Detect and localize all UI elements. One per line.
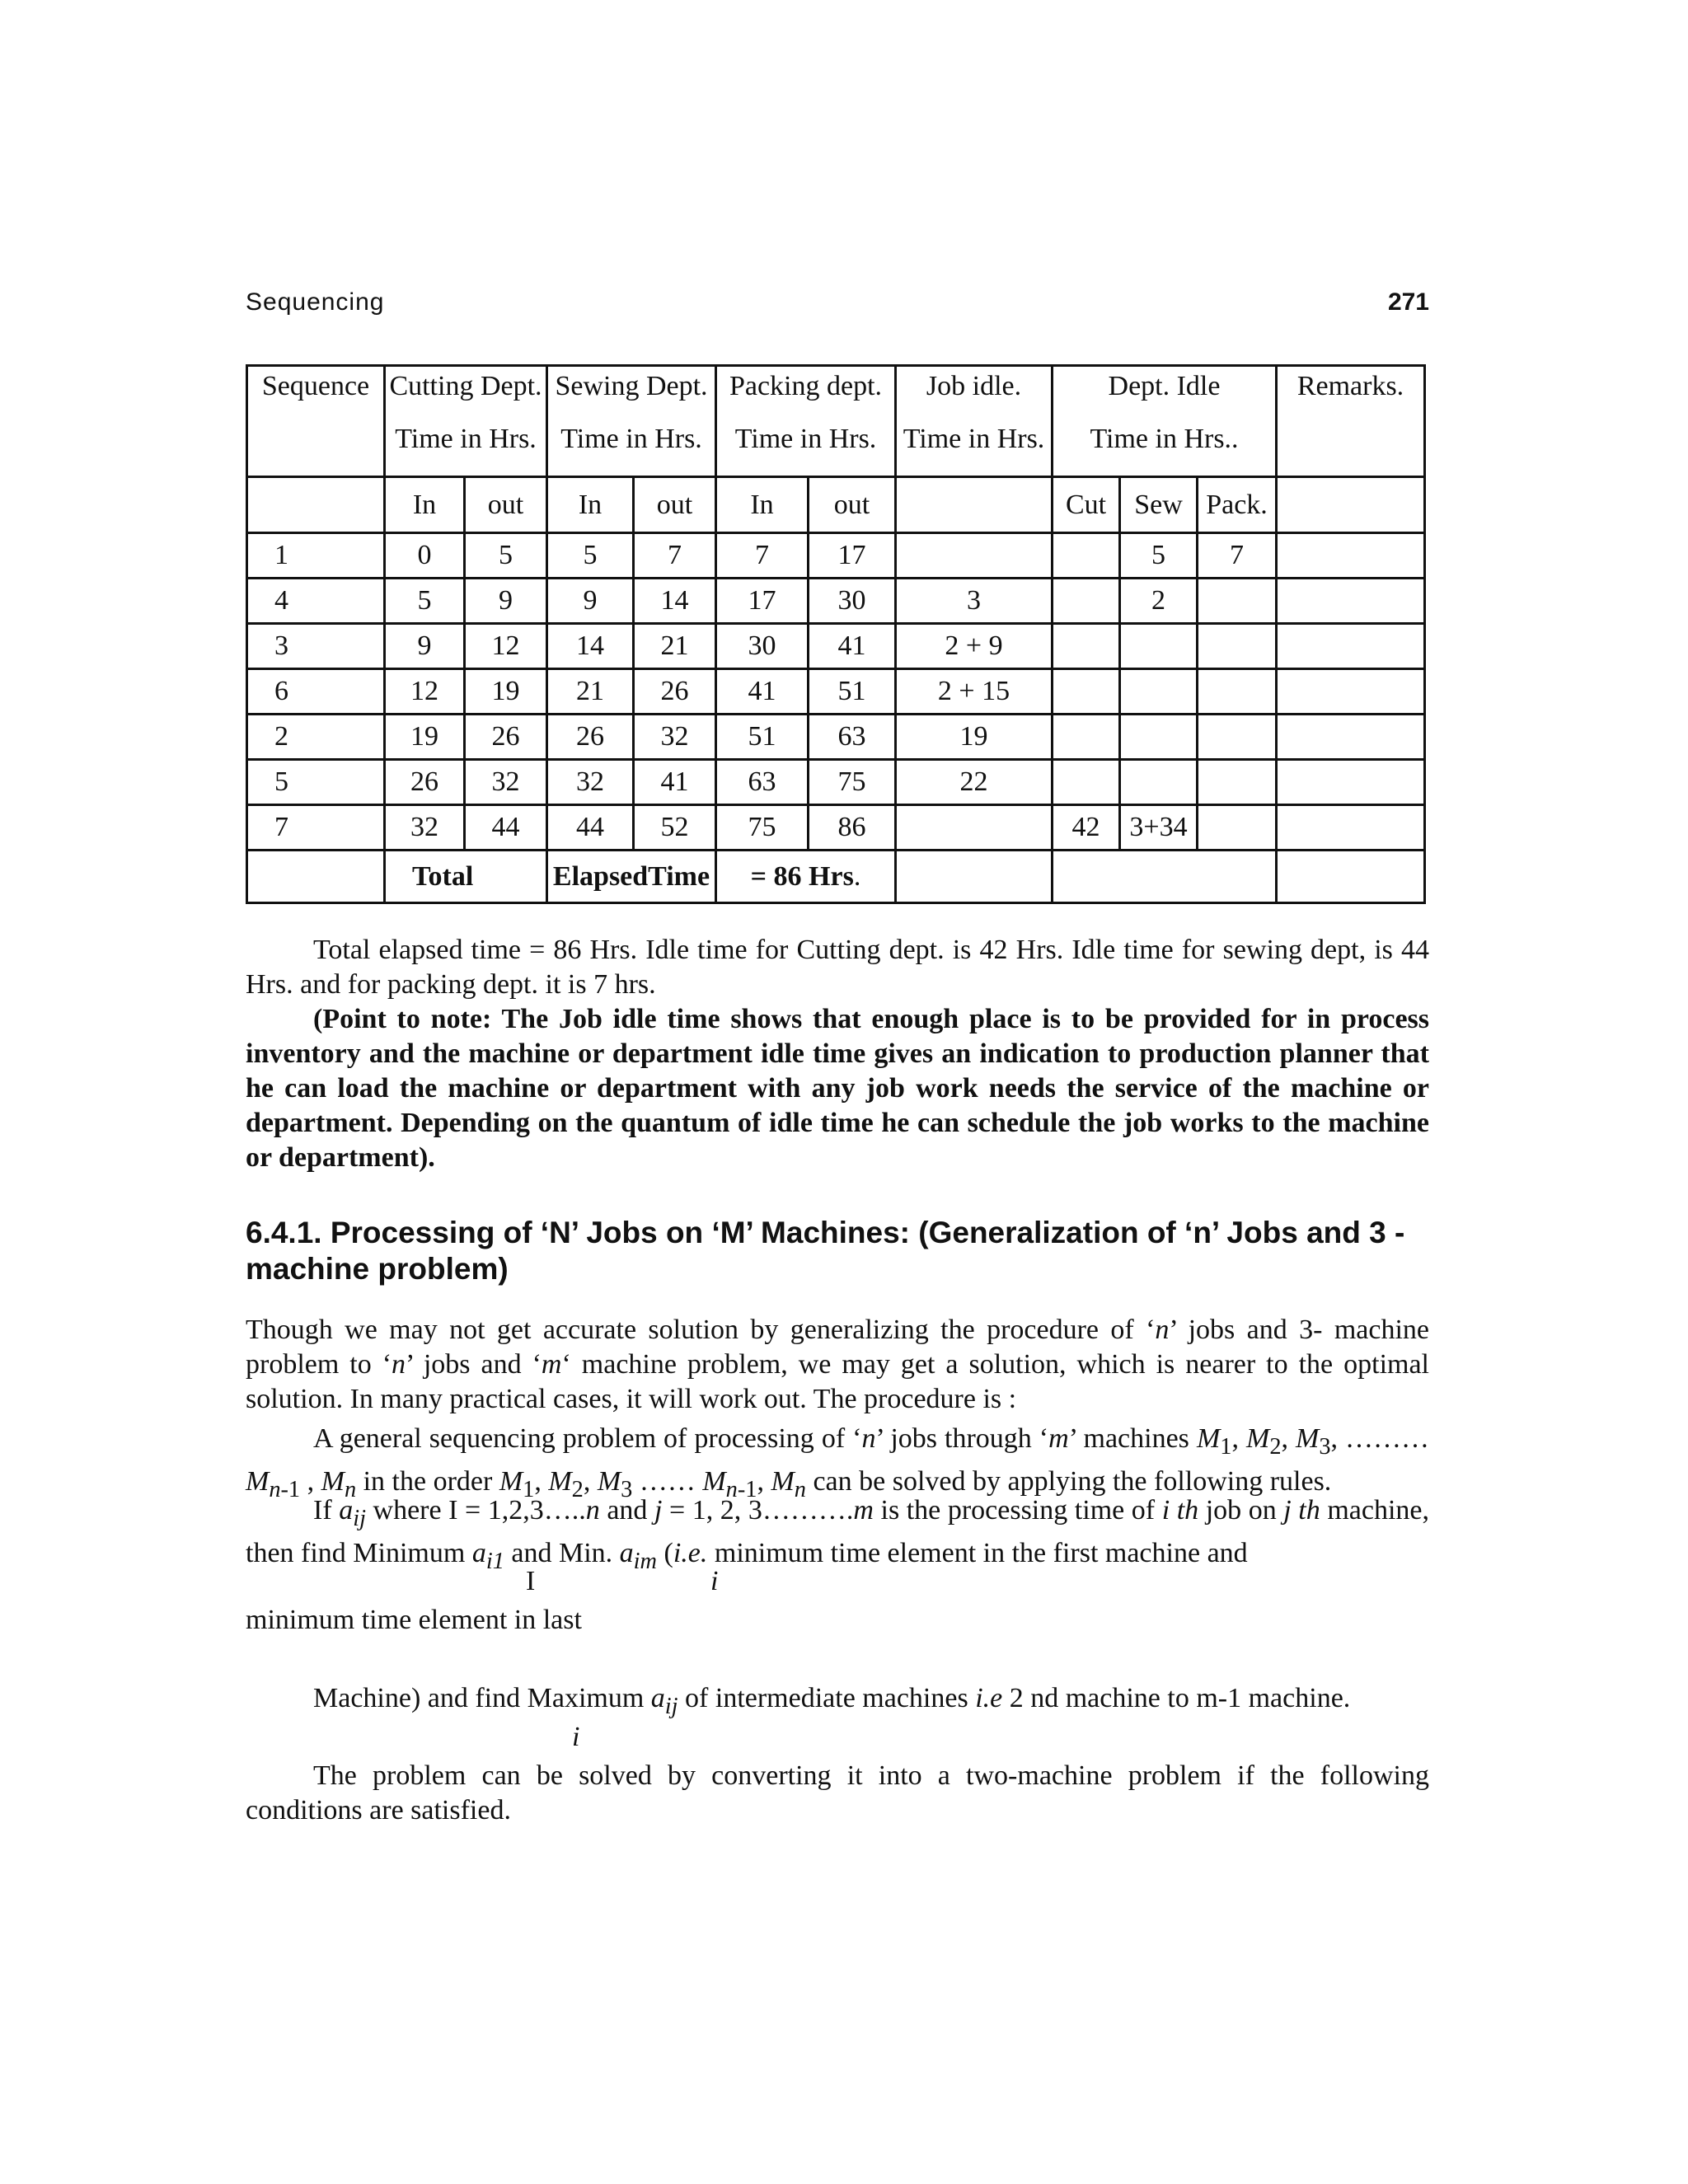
table-cell (1277, 851, 1425, 903)
elapsed-time-label: ElapsedTime (547, 851, 716, 903)
running-title: Sequencing (246, 288, 385, 316)
sequence-cell: 3 (247, 624, 385, 669)
header-cutting-dept: Cutting Dept. Time in Hrs. (385, 366, 547, 477)
table-cell: 9 (385, 624, 465, 669)
table-row (247, 579, 1425, 624)
table-row (247, 533, 1425, 579)
subheader-cell: out (809, 477, 896, 533)
table-cell: 51 (716, 715, 809, 760)
table-cell: 3+34 (1120, 805, 1198, 851)
table-cell: 9 (465, 579, 547, 624)
subheader-cell: Pack. (1198, 477, 1277, 533)
table-cell: 41 (716, 669, 809, 715)
table-cell: 2 + 15 (896, 669, 1053, 715)
table-cell: 17 (809, 533, 896, 579)
table-cell (1198, 715, 1277, 760)
table-cell (247, 851, 385, 903)
table-cell: 26 (634, 669, 716, 715)
table-row (247, 715, 1425, 760)
table-cell: 19 (385, 715, 465, 760)
sequence-cell: 7 (247, 805, 385, 851)
table-cell: 5 (385, 579, 465, 624)
last-machine-line: minimum time element in last (246, 1605, 582, 1635)
intro-paragraph: Though we may not get accurate solution by generalizing the procedure of ‘n’ jobs and 3- machine problem to ‘n’ jobs and ‘m‘ machine problem, we may get a solution, which is nearer to the optimal solution. In many practical cases, it will work out. The procedure is : (246, 1315, 1430, 1414)
subheader-cell: Cut (1053, 477, 1120, 533)
table-cell (1198, 805, 1277, 851)
page-number: 271 (1387, 288, 1429, 316)
table-cell: 21 (547, 669, 634, 715)
subscript-i-under-max: i (572, 1722, 580, 1752)
table-cell (1053, 851, 1277, 903)
table-cell (1198, 669, 1277, 715)
table-cell: 44 (465, 805, 547, 851)
table-cell (896, 805, 1053, 851)
running-header (246, 288, 1429, 330)
table-cell: 22 (896, 760, 1053, 805)
table-cell (896, 533, 1053, 579)
sequence-cell: 5 (247, 760, 385, 805)
table-cell (1053, 579, 1120, 624)
table-cell: 14 (547, 624, 634, 669)
table-cell: 21 (634, 624, 716, 669)
rule-paragraph: If $a_{ij}$ where I = 1,2,3…..n and j = 1, 2, 3……….m is the processing time of i th job on j th machine, then find Minimum $a_{i1}$ and Min. $a_{im}$ (i.e. minimum time element in the first machine and (246, 1495, 1429, 1574)
subheader-cell: In (547, 477, 634, 533)
table-cell (1277, 624, 1425, 669)
table-row (247, 760, 1425, 805)
sequence-cell: 2 (247, 715, 385, 760)
header-remarks: Remarks. (1277, 366, 1425, 477)
table-cell: 19 (896, 715, 1053, 760)
table-cell: 32 (385, 805, 465, 851)
table-cell (1053, 669, 1120, 715)
table-cell: 44 (547, 805, 634, 851)
sequence-schedule-table (246, 364, 1426, 904)
general-problem-paragraph: A general sequencing problem of processing of ‘n’ jobs through ‘m’ machines $M_1$, $M_2$, $M_3$, $\dots\dots\dots M_{n-1}$ , $M_n$ in the order $M_1$, $M_2$, $M_3$ …… $M_{n-1}$, $M_n$ can be solved by applying the following rules. (246, 1423, 1430, 1502)
table-cell: 42 (1053, 805, 1120, 851)
table-cell (1053, 624, 1120, 669)
table-cell: 12 (385, 669, 465, 715)
table-cell (1120, 624, 1198, 669)
table-cell (1053, 760, 1120, 805)
table-cell (1198, 624, 1277, 669)
header-sewing-dept: Sewing Dept. Time in Hrs. (547, 366, 716, 477)
table-cell (1198, 760, 1277, 805)
table-cell (1277, 805, 1425, 851)
table-cell: 75 (716, 805, 809, 851)
table-cell (1277, 579, 1425, 624)
table-cell (1120, 669, 1198, 715)
table-cell: 5 (547, 533, 634, 579)
subheader-cell: In (716, 477, 809, 533)
sequence-cell: 4 (247, 579, 385, 624)
table-cell: 9 (547, 579, 634, 624)
table-header-row (247, 366, 1425, 477)
sequence-cell: 1 (247, 533, 385, 579)
table-cell (1277, 669, 1425, 715)
final-paragraph: The problem can be solved by converting it into a two-machine problem if the following conditions are satisfied. (246, 1760, 1429, 1825)
table-cell: 63 (716, 760, 809, 805)
table-cell (1120, 715, 1198, 760)
table-cell (896, 851, 1053, 903)
table-cell: 14 (634, 579, 716, 624)
table-cell: 7 (634, 533, 716, 579)
table-cell (896, 477, 1053, 533)
table-cell (1053, 715, 1120, 760)
table-cell: 52 (634, 805, 716, 851)
table-cell: 7 (716, 533, 809, 579)
table-cell: 86 (809, 805, 896, 851)
section-heading: 6.4.1. Processing of ‘N’ Jobs on ‘M’ Machines: (Generalization of ‘n’ Jobs and 3 -machine problem) (246, 1216, 1405, 1286)
total-label: Total (385, 851, 547, 903)
table-cell: 26 (465, 715, 547, 760)
header-sequence: Sequence (247, 366, 385, 477)
table-cell: 32 (465, 760, 547, 805)
table-subheader-row (247, 477, 1425, 533)
table-row (247, 805, 1425, 851)
sequence-cell: 6 (247, 669, 385, 715)
table-cell: 2 (1120, 579, 1198, 624)
table-cell: 32 (634, 715, 716, 760)
elapsed-time-value: = 86 Hrs. (716, 851, 896, 903)
table-cell (247, 477, 385, 533)
subheader-cell: Sew (1120, 477, 1198, 533)
header-dept-idle: Dept. Idle Time in Hrs.. (1053, 366, 1277, 477)
subheader-cell: out (634, 477, 716, 533)
subheader-cell: In (385, 477, 465, 533)
table-cell: 41 (634, 760, 716, 805)
table-row (247, 624, 1425, 669)
table-cell: 3 (896, 579, 1053, 624)
header-job-idle: Job idle. Time in Hrs. (896, 366, 1053, 477)
table-cell (1198, 579, 1277, 624)
table-cell: 26 (385, 760, 465, 805)
subscript-I-under-min: I (526, 1566, 536, 1596)
table-cell: 19 (465, 669, 547, 715)
table-cell: 75 (809, 760, 896, 805)
table-cell: 32 (547, 760, 634, 805)
subscript-i-under-min: i (710, 1566, 719, 1596)
table-cell (1277, 760, 1425, 805)
table-cell: 7 (1198, 533, 1277, 579)
summary-paragraph: Total elapsed time = 86 Hrs. Idle time for Cutting dept. is 42 Hrs. Idle time for sewing dept, is 44 Hrs. and for packing dept. it is 7 hrs. (246, 935, 1429, 1000)
table-cell: 5 (1120, 533, 1198, 579)
note-paragraph: (Point to note: The Job idle time shows that enough place is to be provided for in process inventory and the machine or department idle time gives an indication to production planner that he can load the machine or department with any job work needs the service of the machine or department. Depending on the quantum of idle time he can schedule the job works to the machine or department). (246, 1004, 1429, 1173)
total-row (247, 851, 1425, 903)
table-cell (1277, 533, 1425, 579)
table-cell: 30 (809, 579, 896, 624)
table-cell (1053, 533, 1120, 579)
intermediate-machines-line: Machine) and find Maximum $a_{ij}$ of intermediate machines i.e 2 nd machine to m-1 machine. (313, 1683, 1351, 1719)
table-cell: 51 (809, 669, 896, 715)
table-cell (1277, 477, 1425, 533)
table-row (247, 669, 1425, 715)
table-cell: 12 (465, 624, 547, 669)
table-cell: 2 + 9 (896, 624, 1053, 669)
table-cell: 17 (716, 579, 809, 624)
table-cell: 30 (716, 624, 809, 669)
table-cell: 26 (547, 715, 634, 760)
table-cell: 5 (465, 533, 547, 579)
table-cell (1277, 715, 1425, 760)
table-cell: 63 (809, 715, 896, 760)
subheader-cell: out (465, 477, 547, 533)
table-cell: 0 (385, 533, 465, 579)
header-packing-dept: Packing dept. Time in Hrs. (716, 366, 896, 477)
table-cell (1120, 760, 1198, 805)
table-cell: 41 (809, 624, 896, 669)
